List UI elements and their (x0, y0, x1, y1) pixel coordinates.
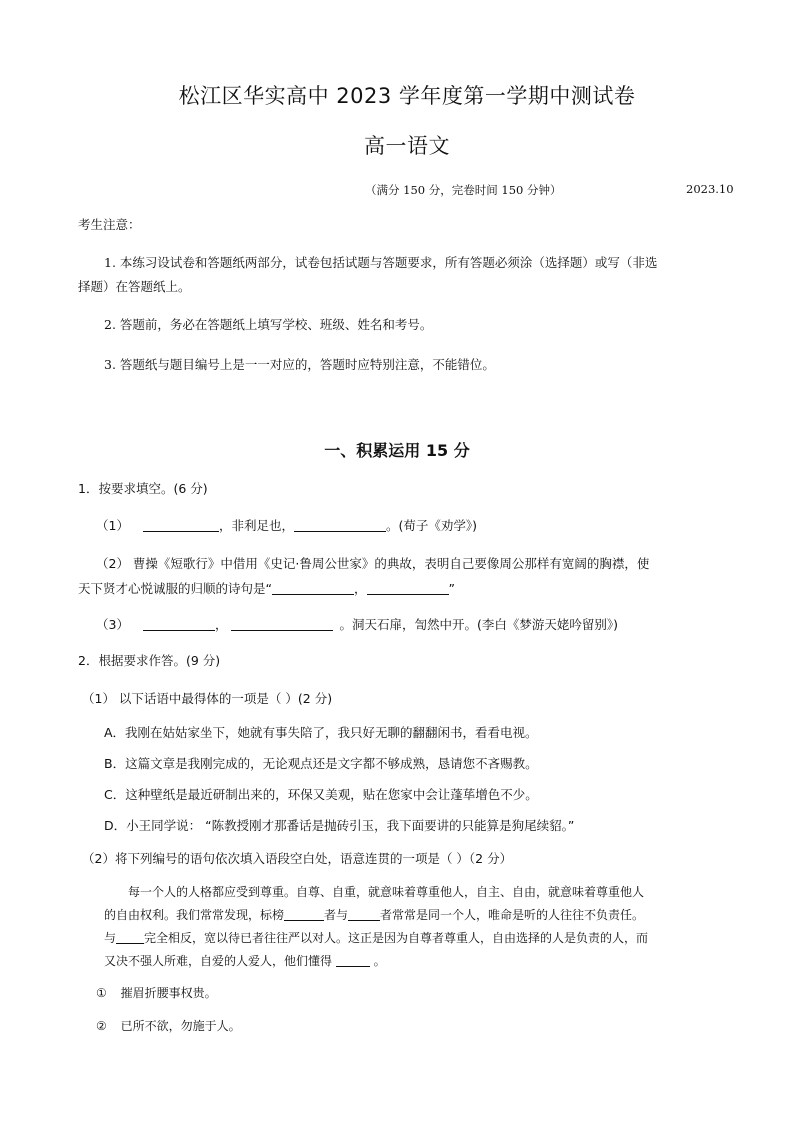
option-a: A．我刚在姑姑家坐下，她就有事失陪了，我只好无聊的翻翻闲书，看看电视。 (104, 725, 538, 740)
part-number: （3） (96, 617, 129, 632)
item-mark: ② (96, 1019, 107, 1033)
fill-blank[interactable] (336, 953, 370, 967)
item-mark: ① (96, 986, 107, 1000)
text-segment: ” (448, 581, 455, 596)
text-segment: 。(荀子《劝学》) (385, 518, 477, 533)
fill-blank[interactable] (143, 518, 219, 532)
fill-blank[interactable] (367, 581, 449, 595)
question-2-sub-1: （1） 以下话语中最得体的一项是（ ）(2 分) (82, 691, 333, 706)
text-segment: 天下贤才心悦诚服的归顺的诗句是“ (78, 581, 272, 596)
fill-blank[interactable] (272, 581, 354, 595)
text-segment: 者常常是同一个人，唯命是听的人往往不负责任。 (380, 908, 645, 922)
part-number: （1） (96, 518, 129, 533)
fill-blank[interactable] (348, 907, 380, 921)
passage-line-3 (104, 929, 648, 947)
fill-blank[interactable] (284, 907, 324, 921)
question-1-part-1 (96, 517, 477, 535)
fill-blank[interactable] (116, 930, 144, 944)
option-d: D．小王同学说： “陈教授刚才那番话是抛砖引玉，我下面要讲的只能算是狗尾续貂。” (104, 818, 575, 833)
text-segment: ， (214, 617, 228, 632)
notice-item-2: 2. 答题前，务必在答题纸上填写学校、班级、姓名和考号。 (104, 317, 433, 332)
notice-heading: 考生注意： (78, 217, 141, 232)
section-1-title: 一、积累运用 15 分 (324, 441, 470, 460)
notice-item-3: 3. 答题纸与题目编号上是一一对应的，答题时应特别注意，不能错位。 (104, 357, 495, 372)
text-segment: 与 (104, 931, 117, 945)
question-2-stem: 2．根据要求作答。(9 分) (78, 653, 221, 668)
fill-blank[interactable] (294, 518, 386, 532)
question-1-part-3 (96, 616, 618, 634)
item-text: 摧眉折腰事权贵。 (120, 986, 217, 1000)
option-c: C．这种壁纸是最近研制出来的，环保又美观，贴在您家中会让蓬荜增色不少。 (104, 787, 538, 802)
passage-line-4 (104, 952, 386, 970)
exam-subject: 高一语文 (364, 134, 450, 158)
choice-item-2 (96, 1017, 241, 1035)
text-segment: 。洞天石扉，訇然中开。(李白《梦游天姥吟留别》) (339, 617, 618, 632)
question-1-part-2-line-2 (78, 580, 455, 598)
text-segment: 又决不强人所难，自爱的人爱人，他们懂得 (104, 954, 336, 968)
item-text: 已所不欲，勿施于人。 (120, 1019, 241, 1033)
option-b: B．这篇文章是我刚完成的，无论观点还是文字都不够成熟，恳请您不吝赐教。 (104, 756, 538, 771)
text-segment: ，非利足也， (218, 518, 294, 533)
passage-line-2 (104, 906, 644, 924)
fill-blank[interactable] (231, 617, 333, 631)
passage-line-1: 每一个人的人格都应受到尊重。自尊、自重，就意味着尊重他人，自主、自由，就意味着尊重他人 (128, 885, 645, 899)
question-1-stem: 1．按要求填空。(6 分) (78, 481, 208, 496)
text-segment: ， (353, 581, 367, 596)
exam-meta-note: （满分 150 分，完卷时间 150 分钟） (365, 183, 562, 197)
notice-item-1-line-2: 择题）在答题纸上。 (78, 279, 191, 294)
notice-item-1-line-1: 1. 本练习设试卷和答题纸两部分，试卷包括试题与答题要求，所有答题必须涂（选择题）或写（非选 (104, 255, 658, 270)
fill-blank[interactable] (143, 617, 215, 631)
text-segment: 的自由权利。我们常常发现，标榜 (104, 908, 285, 922)
text-segment: 完全相反，宽以待已者往往严以对人。这正是因为自尊者尊重人，自由选择的人是负责的人，而 (144, 931, 649, 945)
exam-title: 松江区华实高中 2023 学年度第一学期中测试卷 (178, 84, 636, 108)
question-2-sub-2: （2）将下列编号的语句依次填入语段空白处，语意连贯的一项是（ ）（2 分） (82, 851, 513, 866)
question-1-part-2-line-1: （2） 曹操《短歌行》中借用《史记·鲁周公世家》的典故，表明自己要像周公那样有宽阔的胸襟，使 (96, 556, 650, 571)
text-segment: 者与 (324, 908, 349, 922)
text-segment: 。 (369, 954, 386, 968)
choice-item-1 (96, 984, 217, 1002)
exam-date: 2023.10 (686, 182, 734, 196)
